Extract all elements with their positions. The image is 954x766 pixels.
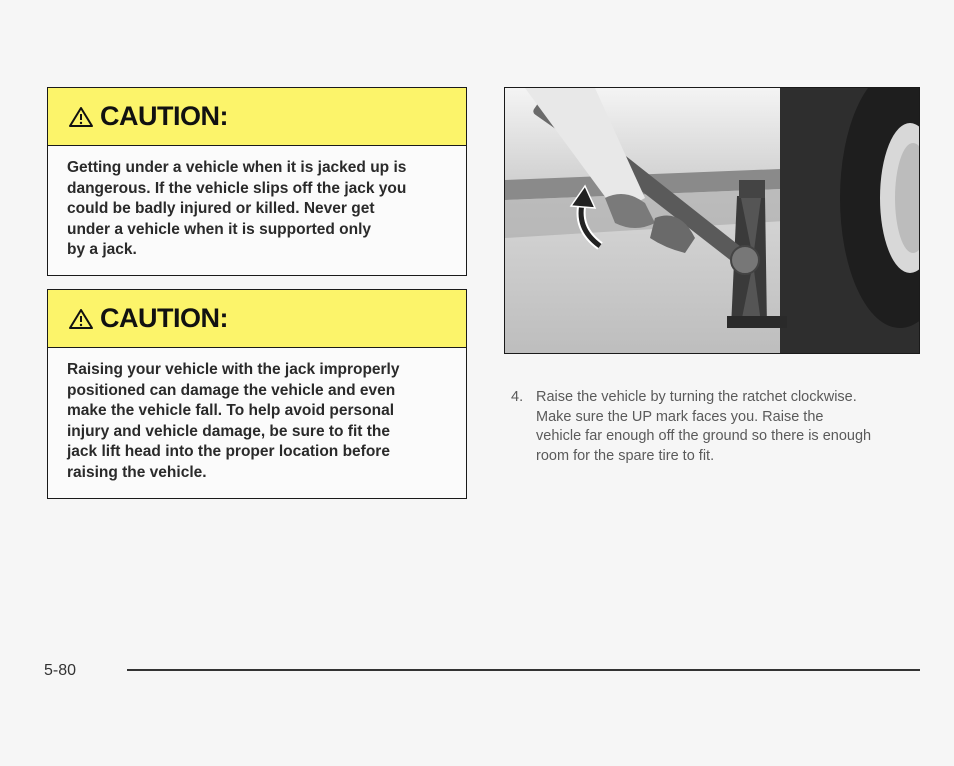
caution-header xyxy=(48,88,466,146)
footer-rule xyxy=(127,669,920,671)
warning-triangle-icon xyxy=(68,308,94,330)
step-line: vehicle far enough off the ground so there is enough xyxy=(536,428,872,444)
caution-line: Getting under a vehicle when it is jacked up is xyxy=(67,159,407,176)
caution-text xyxy=(48,146,466,273)
step-line: Raise the vehicle by turning the ratchet clockwise. xyxy=(536,389,857,405)
caution-line: raising the vehicle. xyxy=(67,463,207,481)
step-line: room for the spare tire to fit. xyxy=(536,447,715,464)
caution-line: could be badly injured or killed. Never get xyxy=(67,200,375,217)
caution-line: injury and vehicle damage, be sure to fit the xyxy=(67,422,390,440)
page-number: 5-80 xyxy=(44,662,77,679)
step-text xyxy=(536,388,931,466)
caution-line: jack lift head into the proper location before xyxy=(67,443,390,460)
instruction-step-4 xyxy=(511,388,931,466)
caution-line: by a jack. xyxy=(67,241,137,258)
caution-title: CAUTION: xyxy=(100,303,228,333)
step-number: 4. xyxy=(511,389,524,405)
caution-line: dangerous. If the vehicle slips off the jack you xyxy=(67,179,407,197)
step-line: Make sure the UP mark faces you. Raise the xyxy=(536,408,824,425)
caution-line: under a vehicle when it is supported only xyxy=(67,220,372,238)
caution-box-jacked-vehicle xyxy=(47,87,467,276)
warning-triangle-icon xyxy=(68,106,94,128)
caution-title: CAUTION: xyxy=(100,101,228,131)
caution-line: Raising your vehicle with the jack improperly xyxy=(67,361,400,378)
caution-header xyxy=(48,290,466,348)
caution-line: make the vehicle fall. To help avoid personal xyxy=(67,402,395,419)
caution-line: positioned can damage the vehicle and even xyxy=(67,381,396,399)
jack-ratchet-illustration xyxy=(504,87,920,354)
caution-box-jack-position xyxy=(47,289,467,499)
caution-text xyxy=(48,348,466,495)
jack-illustration-drawing xyxy=(505,88,920,354)
